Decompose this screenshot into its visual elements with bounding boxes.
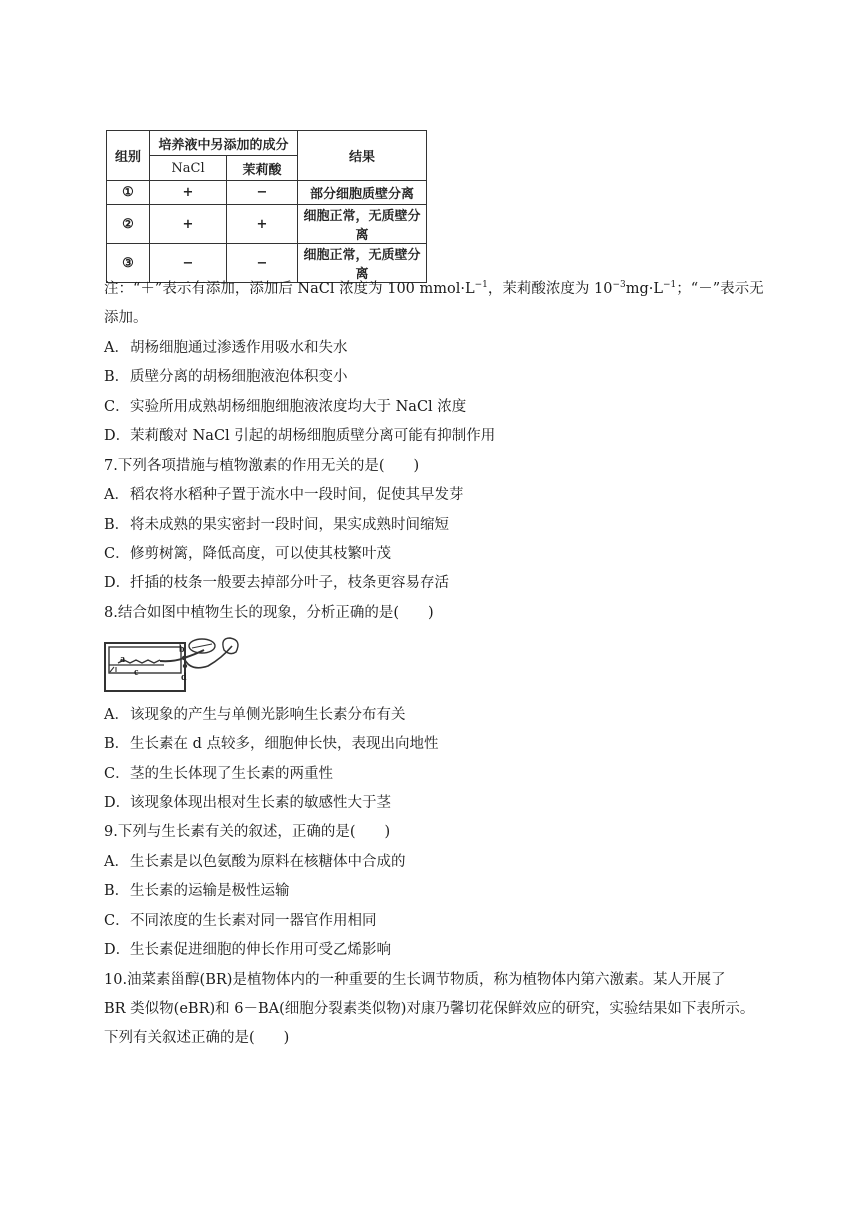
q10-stem-line1: 10.油菜素甾醇(BR)是植物体内的一种重要的生长调节物质，称为植物体内第六激素。某人开展了	[104, 972, 726, 988]
q8-stem: 8.结合如图中植物生长的现象，分析正确的是( )	[104, 605, 434, 621]
q10-stem-line2: BR 类似物(eBR)和 6－BA(细胞分裂素类似物)对康乃馨切花保鲜效应的研究，实验结果如下表所示。	[104, 1001, 755, 1017]
table-row	[107, 205, 427, 244]
label-c: c	[134, 667, 139, 678]
q8-option-d: D．该现象体现出根对生长素的敏感性大于茎	[104, 795, 391, 811]
row-result: 细胞正常，无质壁分离	[298, 244, 427, 283]
table-note: 注：“＋”表示有添加，添加后 NaCl 浓度为 100 $mmol\cdot L^{-1}$，茉莉酸浓度为 $10^{-3}mg\cdot L^{-1}$；“－”表示无	[104, 280, 764, 297]
q6-option-b: B．质壁分离的胡杨细胞液泡体积变小	[104, 369, 348, 385]
q9-option-d: D．生长素促进细胞的伸长作用可受乙烯影响	[104, 942, 391, 958]
q7-stem: 7.下列各项措施与植物激素的作用无关的是( )	[104, 458, 420, 474]
plant-growth-figure	[104, 636, 254, 694]
header-result: 结果	[298, 131, 427, 181]
label-b: b	[179, 644, 185, 655]
q6-option-d: D．茉莉酸对 NaCl 引起的胡杨细胞质壁分离可能有抑制作用	[104, 428, 496, 444]
q6-option-c: C．实验所用成熟胡杨细胞细胞液浓度均大于 NaCl 浓度	[104, 399, 467, 415]
q9-option-c: C．不同浓度的生长素对同一器官作用相同	[104, 913, 377, 929]
q7-option-b: B．将未成熟的果实密封一段时间，果实成熟时间缩短	[104, 517, 449, 533]
q9-option-a: A．生长素是以色氨酸为原料在核糖体中合成的	[104, 854, 406, 870]
header-nacl: NaCl	[150, 156, 227, 181]
experiment-table	[106, 130, 427, 283]
row-group: ①	[107, 181, 150, 205]
label-a: a	[120, 654, 125, 665]
q8-option-b: B．生长素在 d 点较多，细胞伸长快，表现出向地性	[104, 736, 439, 752]
header-added-components: 培养液中另添加的成分	[150, 131, 298, 156]
box-outer	[105, 643, 185, 691]
row-nacl: −	[150, 244, 227, 283]
header-jasmonic-acid: 茉莉酸	[227, 156, 298, 181]
point-d-dot	[183, 664, 187, 668]
q7-option-c: C．修剪树篱，降低高度，可以使其枝繁叶茂	[104, 546, 391, 562]
q6-option-a: A．胡杨细胞通过渗透作用吸水和失水	[104, 340, 348, 356]
leaf-right	[223, 638, 238, 654]
row-nacl: +	[150, 205, 227, 244]
row-group: ③	[107, 244, 150, 283]
row-result: 细胞正常，无质壁分离	[298, 205, 427, 244]
table-note-continued: 添加。	[104, 310, 148, 326]
point-b-dot	[182, 656, 186, 660]
header-group: 组别	[107, 131, 150, 181]
table-row	[107, 244, 427, 283]
root-hairs	[110, 667, 116, 672]
row-jasmonic: +	[227, 205, 298, 244]
row-group: ②	[107, 205, 150, 244]
table-row	[107, 181, 427, 205]
q9-stem: 9.下列与生长素有关的叙述，正确的是( )	[104, 824, 391, 840]
q8-option-c: C．茎的生长体现了生长素的两重性	[104, 766, 333, 782]
row-jasmonic: −	[227, 244, 298, 283]
label-d: d	[181, 672, 187, 683]
q8-option-a: A．该现象的产生与单侧光影响生长素分布有关	[104, 707, 406, 723]
row-result: 部分细胞质壁分离	[298, 181, 427, 205]
q10-stem-line3: 下列有关叙述正确的是( )	[104, 1030, 290, 1046]
leaf-left-vein	[192, 644, 212, 648]
row-jasmonic: −	[227, 181, 298, 205]
q7-option-d: D．扦插的枝条一般要去掉部分叶子，枝条更容易存活	[104, 575, 449, 591]
q9-option-b: B．生长素的运输是极性运输	[104, 883, 290, 899]
q7-option-a: A．稻农将水稻种子置于流水中一段时间，促使其早发芽	[104, 487, 464, 503]
row-nacl: +	[150, 181, 227, 205]
